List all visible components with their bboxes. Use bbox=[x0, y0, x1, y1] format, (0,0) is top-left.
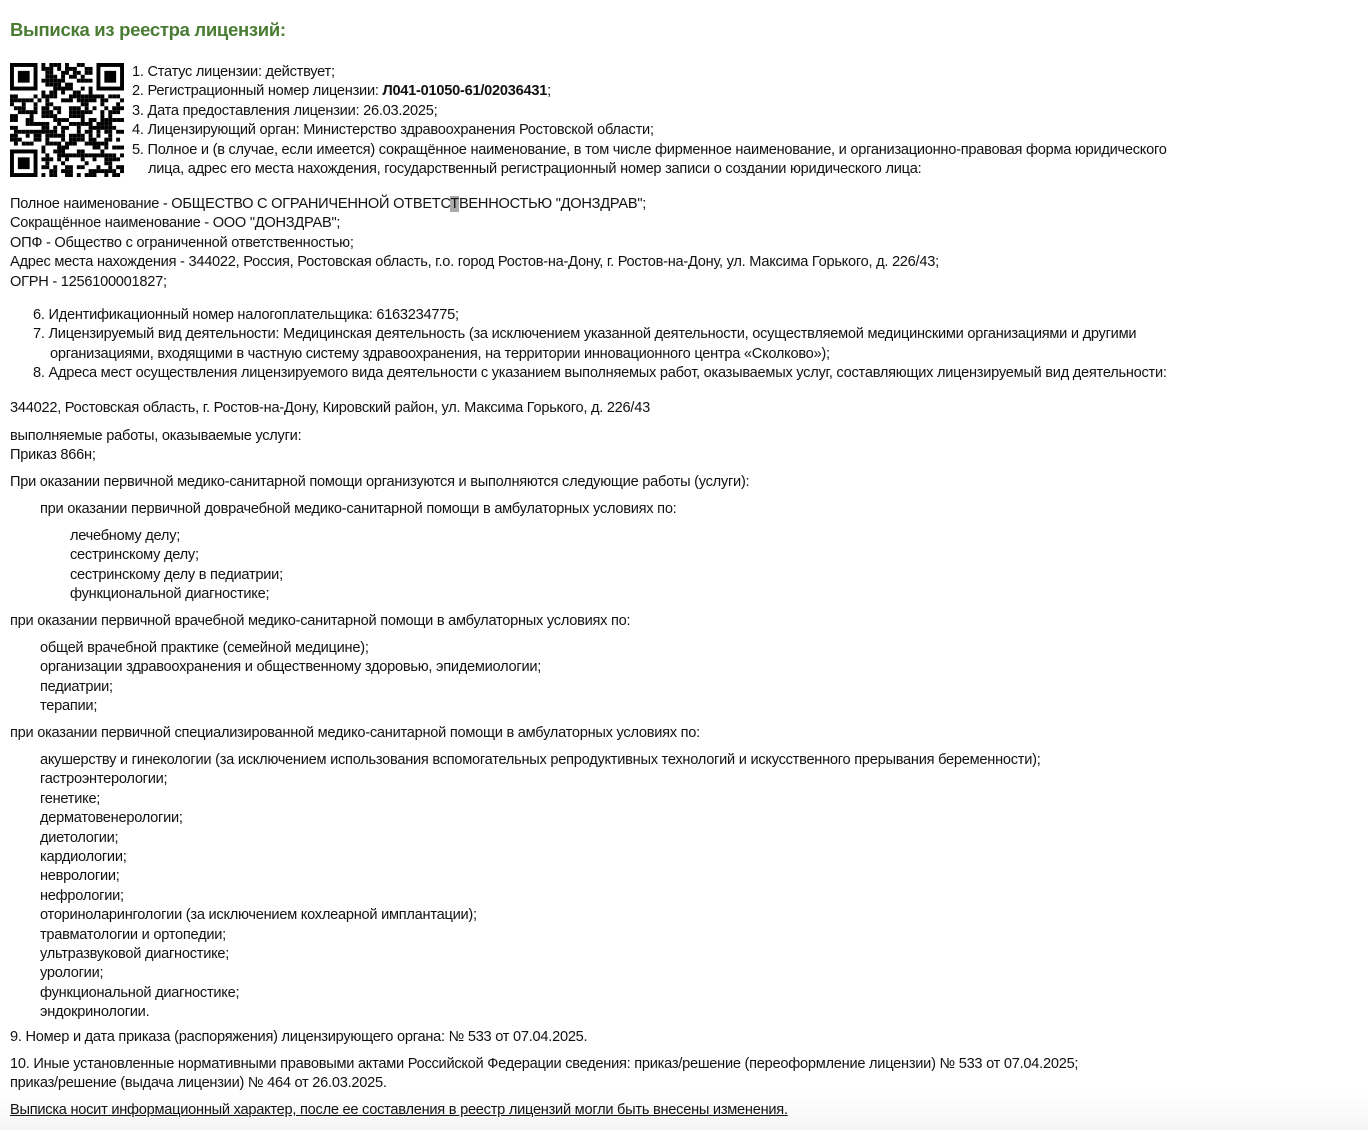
order-number-date: 9. Номер и дата приказа (распоряжения) лицензирующего органа: № 533 от 07.04.2025. bbox=[10, 1029, 588, 1045]
license-name-label-cont: лица, адрес его места нахождения, государственный регистрационный номер записи о создании юридического лица: bbox=[148, 160, 922, 177]
organization-info bbox=[10, 195, 939, 292]
other-info-line: приказ/решение (выдача лицензии) № 464 от 26.03.2025. bbox=[10, 1075, 387, 1092]
license-date: 3. Дата предоставления лицензии: 26.03.2025; bbox=[132, 102, 438, 119]
qr-code-icon bbox=[10, 63, 124, 177]
list-item: гастроэнтерологии; bbox=[40, 771, 168, 788]
other-info bbox=[10, 1055, 1078, 1094]
list-item: неврологии; bbox=[40, 868, 120, 885]
list-item: педиатрии; bbox=[40, 678, 113, 695]
disclaimer-link[interactable]: Выписка носит информационный характер, после ее составления в реестр лицензий могли быть внесены изменения. bbox=[10, 1102, 788, 1118]
org-opf: ОПФ - Общество с ограниченной ответственностью; bbox=[10, 234, 354, 251]
list-item: акушерству и гинекологии (за исключением использования вспомогательных репродуктивных технологий и искусственного прерывания беременности); bbox=[40, 752, 1041, 768]
text-cursor-selection: Т bbox=[450, 196, 459, 212]
list-item: сестринскому делу в педиатрии; bbox=[70, 566, 283, 583]
org-full-name bbox=[10, 195, 939, 214]
primary-care-heading: При оказании первичной медико-санитарной помощи организуются и выполняются следующие работы (услуги): bbox=[10, 474, 750, 490]
activity-place: 344022, Ростовская область, г. Ростов-на-Дону, Кировский район, ул. Максима Горького, д. 226/43 bbox=[10, 400, 650, 416]
org-ogrn: ОГРН - 1256100001827; bbox=[10, 273, 167, 290]
license-reg-number bbox=[132, 82, 1167, 101]
list-item: сестринскому делу; bbox=[70, 547, 199, 564]
pre-doctor-heading: при оказании первичной доврачебной медико-санитарной помощи в амбулаторных условиях по: bbox=[40, 501, 677, 517]
reg-suffix: ; bbox=[547, 83, 551, 100]
org-short-name: Сокращённое наименование - ООО "ДОНЗДРАВ"; bbox=[10, 215, 341, 232]
activity-addresses-label: 8. Адреса мест осуществления лицензируемого вида деятельности с указанием выполняемых работ, оказываемых услуг, составляющих лицензируемый вид деятельности: bbox=[33, 365, 1167, 382]
other-info-line: 10. Иные установленные нормативными правовыми актами Российской Федерации сведения: приказ/решение (переоформление лицензии) № 533 от 07.04.2025; bbox=[10, 1056, 1079, 1072]
inn: 6. Идентификационный номер налогоплательщика: 6163234775; bbox=[33, 307, 459, 323]
specialized-heading: при оказании первичной специализированной медико-санитарной помощи в амбулаторных условиях по: bbox=[10, 725, 700, 741]
license-name-label: 5. Полное и (в случае, если имеется) сокращённое наименование, в том числе фирменное наименование, и организационно-правовая форма юридического bbox=[132, 141, 1167, 158]
works-block bbox=[10, 427, 301, 466]
reg-number-value: Л041-01050-61/02036431 bbox=[382, 83, 548, 100]
list-item: генетике; bbox=[40, 790, 101, 807]
list-item: оториноларингологии (за исключением кохлеарной имплантации); bbox=[40, 907, 477, 924]
license-info-list bbox=[132, 63, 1167, 179]
page-title: Выписка из реестра лицензий: bbox=[10, 19, 286, 40]
org-address: Адрес места нахождения - 344022, Россия, Ростовская область, г.о. город Ростов-на-Дону, г. Ростов-на-Дону, ул. Максима Горького, д. 226/43; bbox=[10, 254, 939, 271]
pre-doctor-list bbox=[10, 527, 283, 605]
order-ref: Приказ 866н; bbox=[10, 447, 96, 464]
list-item: лечебному делу; bbox=[70, 528, 181, 544]
list-item: кардиологии; bbox=[40, 848, 127, 865]
list-item: общей врачебной практике (семейной медицине); bbox=[40, 640, 369, 656]
reg-label: 2. Регистрационный номер лицензии: bbox=[132, 83, 383, 100]
license-info-list-2 bbox=[33, 306, 1167, 384]
list-item: эндокринологии. bbox=[40, 1004, 150, 1021]
list-item: травматологии и ортопедии; bbox=[40, 926, 226, 943]
list-item: ультразвуковой диагностике; bbox=[40, 945, 230, 962]
list-item: дерматовенерологии; bbox=[40, 810, 183, 827]
activity-type: 7. Лицензируемый вид деятельности: Медицинская деятельность (за исключением указанной деятельности, осуществляемой медицинскими организациями и другими bbox=[33, 326, 1137, 343]
doctor-heading: при оказании первичной врачебной медико-санитарной помощи в амбулаторных условиях по: bbox=[10, 613, 631, 629]
list-item: функциональной диагностике; bbox=[70, 586, 270, 603]
specialized-list bbox=[10, 751, 1041, 1022]
list-item: урологии; bbox=[40, 965, 104, 982]
list-item: функциональной диагностике; bbox=[40, 984, 240, 1001]
list-item: диетологии; bbox=[40, 829, 119, 846]
full-name-c: ВЕННОСТЬЮ "ДОНЗДРАВ"; bbox=[458, 196, 647, 212]
list-item: терапии; bbox=[40, 698, 98, 715]
full-name-a: Полное наименование - ОБЩЕСТВО С ОГРАНИЧЕННОЙ ОТВЕТС bbox=[10, 196, 451, 212]
license-authority: 4. Лицензирующий орган: Министерство здравоохранения Ростовской области; bbox=[132, 122, 654, 139]
list-item: нефрологии; bbox=[40, 887, 124, 904]
doctor-list bbox=[10, 639, 541, 717]
license-status: 1. Статус лицензии: действует; bbox=[132, 64, 335, 80]
activity-type-cont: организациями, входящими в частную систему здравоохранения, на территории инновационного центра «Сколково»); bbox=[50, 345, 830, 362]
list-item: организации здравоохранения и общественному здоровью, эпидемиологии; bbox=[40, 659, 542, 676]
works-label: выполняемые работы, оказываемые услуги: bbox=[10, 428, 302, 444]
